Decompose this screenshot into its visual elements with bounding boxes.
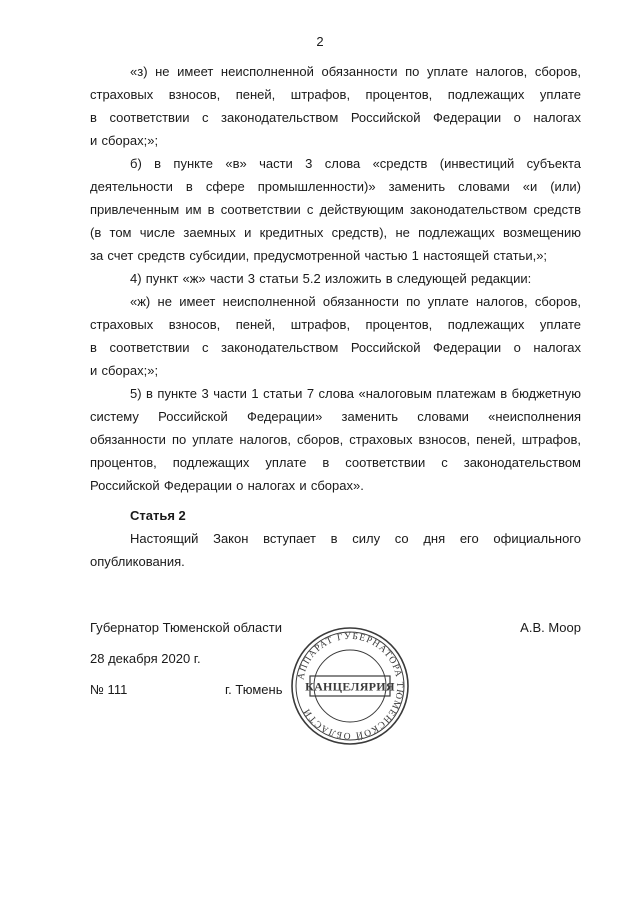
text-line: страховых взносов, пеней, штрафов, процентов, подлежащих уплате (90, 87, 581, 102)
text-line: и сборах;»; (90, 133, 159, 148)
text-line: 5) в пункте 3 части 1 статьи 7 слова «налоговым платежам в бюджетную (130, 386, 581, 401)
text-line: обязанности по уплате налогов, сборов, страховых взносов, пеней, штрафов, (90, 432, 581, 447)
article-text (90, 527, 581, 573)
text-line: опубликования. (90, 554, 185, 569)
office-stamp-seal (288, 624, 412, 748)
text-line: б) в пункте «в» части 3 слова «средств (инвестиций субъекта (130, 156, 581, 171)
text-line: и сборах;»; (90, 363, 159, 378)
governor-position: Губернатор Тюменской области (90, 620, 282, 635)
text-line: (в том числе заемных и кредитных средств), не подлежащих возмещению (90, 225, 581, 240)
text-line: Российской Федерации о налогах и сборах». (90, 478, 364, 493)
law-date: 28 декабря 2020 г. (90, 651, 201, 666)
text-line: за счет средств субсидии, предусмотренной частью 1 настоящей статьи,»; (90, 248, 548, 263)
text-line: привлеченным им в соответствии с действующим законодательством средств (90, 202, 581, 217)
text-line: в соответствии с законодательством Российской Федерации о налогах (90, 110, 581, 125)
article-2 (90, 504, 581, 573)
text-line: «ж) не имеет неисполненной обязанности по уплате налогов, сборов, (130, 294, 581, 309)
paragraph-p3 (90, 267, 581, 290)
paragraph-p2 (90, 152, 581, 267)
governor-name: А.В. Моор (520, 620, 581, 635)
text-line: систему Российской Федерации» заменить словами «неисполнения (90, 409, 581, 424)
document-body (90, 60, 581, 497)
stamp-center-text: КАНЦЕЛЯРИЯ (305, 679, 395, 694)
text-line: 4) пункт «ж» части 3 статьи 5.2 изложить в следующей редакции: (130, 271, 532, 286)
paragraph-p4 (90, 290, 581, 382)
text-line: страховых взносов, пеней, штрафов, процентов, подлежащих уплате (90, 317, 581, 332)
paragraph-p5 (90, 382, 581, 497)
text-line: деятельности в сфере промышленности)» заменить словами «и (или) (90, 179, 581, 194)
text-line: в соответствии с законодательством Российской Федерации о налогах (90, 340, 581, 355)
page-number: 2 (316, 34, 324, 49)
text-line: Настоящий Закон вступает в силу со дня его официального (130, 531, 581, 546)
text-line: «з) не имеет неисполненной обязанности по уплате налогов, сборов, (130, 64, 581, 79)
law-number: № 111 (90, 682, 128, 697)
text-line: процентов, подлежащих уплате в соответствии с законодательством (90, 455, 581, 470)
paragraph-p1 (90, 60, 581, 152)
article-title: Статья 2 (130, 508, 186, 523)
stamp-ring-text: АППАРАТ ГУБЕРНАТОРА ТЮМЕНСКОЙ ОБЛАСТИ (296, 631, 405, 741)
city: г. Тюмень (225, 682, 283, 697)
